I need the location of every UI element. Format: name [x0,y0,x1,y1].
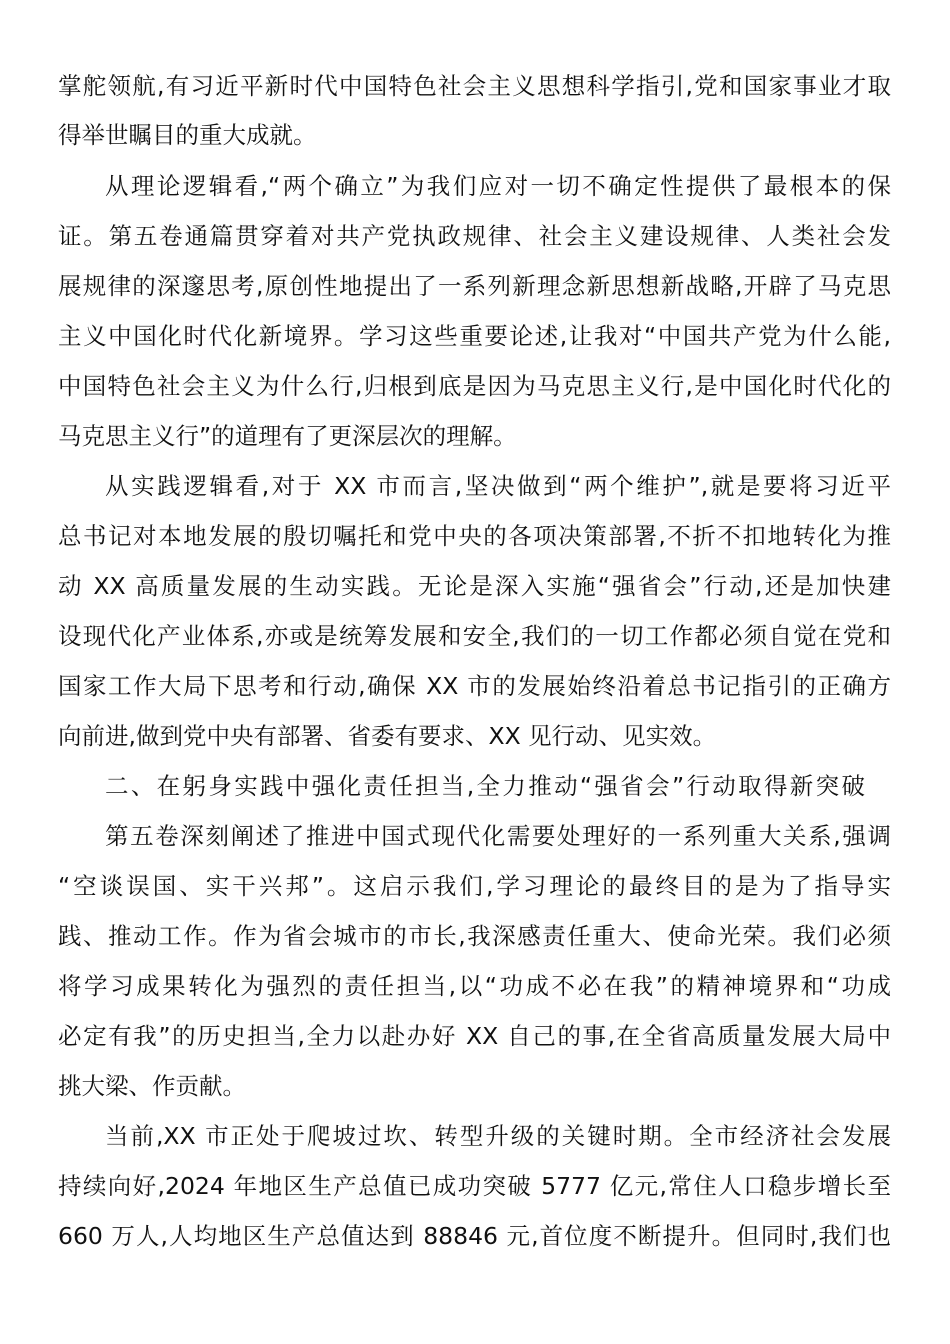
text-line-19: 将学习成果转化为强烈的责任担当,以“功成不必在我”的精神境界和“功成 [58,972,891,1000]
text-line-23: 持续向好,2024 年地区生产总值已成功突破 5777 亿元,常住人口稳步增长至 [58,1172,891,1200]
text-line-11: 动 XX 高质量发展的生动实践。无论是深入实施“强省会”行动,还是加快建 [58,572,891,600]
section-heading: 二、在躬身实践中强化责任担当,全力推动“强省会”行动取得新突破 [105,772,865,800]
text-line-6: 主义中国化时代化新境界。学习这些重要论述,让我对“中国共产党为什么能, [58,322,891,350]
text-line-5: 展规律的深邃思考,原创性地提出了一系列新理念新思想新战略,开辟了马克思 [58,272,891,300]
text-line-1: 掌舵领航,有习近平新时代中国特色社会主义思想科学指引,党和国家事业才取 [58,72,891,100]
text-line-16: 第五卷深刻阐述了推进中国式现代化需要处理好的一系列重大关系,强调 [105,822,891,850]
text-line-20: 必定有我”的历史担当,全力以赴办好 XX 自己的事,在全省高质量发展大局中 [58,1022,891,1050]
text-line-2: 得举世瞩目的重大成就。 [58,121,317,149]
text-line-18: 践、推动工作。作为省会城市的市长,我深感责任重大、使命光荣。我们必须 [58,922,891,950]
text-line-10: 总书记对本地发展的殷切嘱托和党中央的各项决策部署,不折不扣地转化为推 [58,522,891,550]
text-line-12: 设现代化产业体系,亦或是统筹发展和安全,我们的一切工作都必须自觉在党和 [58,622,891,650]
text-line-24: 660 万人,人均地区生产总值达到 88846 元,首位度不断提升。但同时,我们也 [58,1222,891,1250]
text-line-13: 国家工作大局下思考和行动,确保 XX 市的发展始终沿着总书记指引的正确方 [58,672,891,700]
text-line-8: 马克思主义行”的道理有了更深层次的理解。 [58,422,517,450]
text-line-4: 证。第五卷通篇贯穿着对共产党执政规律、社会主义建设规律、人类社会发 [58,222,891,250]
text-line-22: 当前,XX 市正处于爬坡过坎、转型升级的关键时期。全市经济社会发展 [105,1122,891,1150]
text-line-3: 从理论逻辑看,“两个确立”为我们应对一切不确定性提供了最根本的保 [105,172,891,200]
text-line-14: 向前进,做到党中央有部署、省委有要求、XX 见行动、见实效。 [58,722,717,750]
text-line-21: 挑大梁、作贡献。 [58,1072,246,1100]
text-line-9: 从实践逻辑看,对于 XX 市而言,坚决做到“两个维护”,就是要将习近平 [105,472,891,500]
text-line-7: 中国特色社会主义为什么行,归根到底是因为马克思主义行,是中国化时代化的 [58,372,891,400]
text-line-17: “空谈误国、实干兴邦”。这启示我们,学习理论的最终目的是为了指导实 [58,872,891,900]
